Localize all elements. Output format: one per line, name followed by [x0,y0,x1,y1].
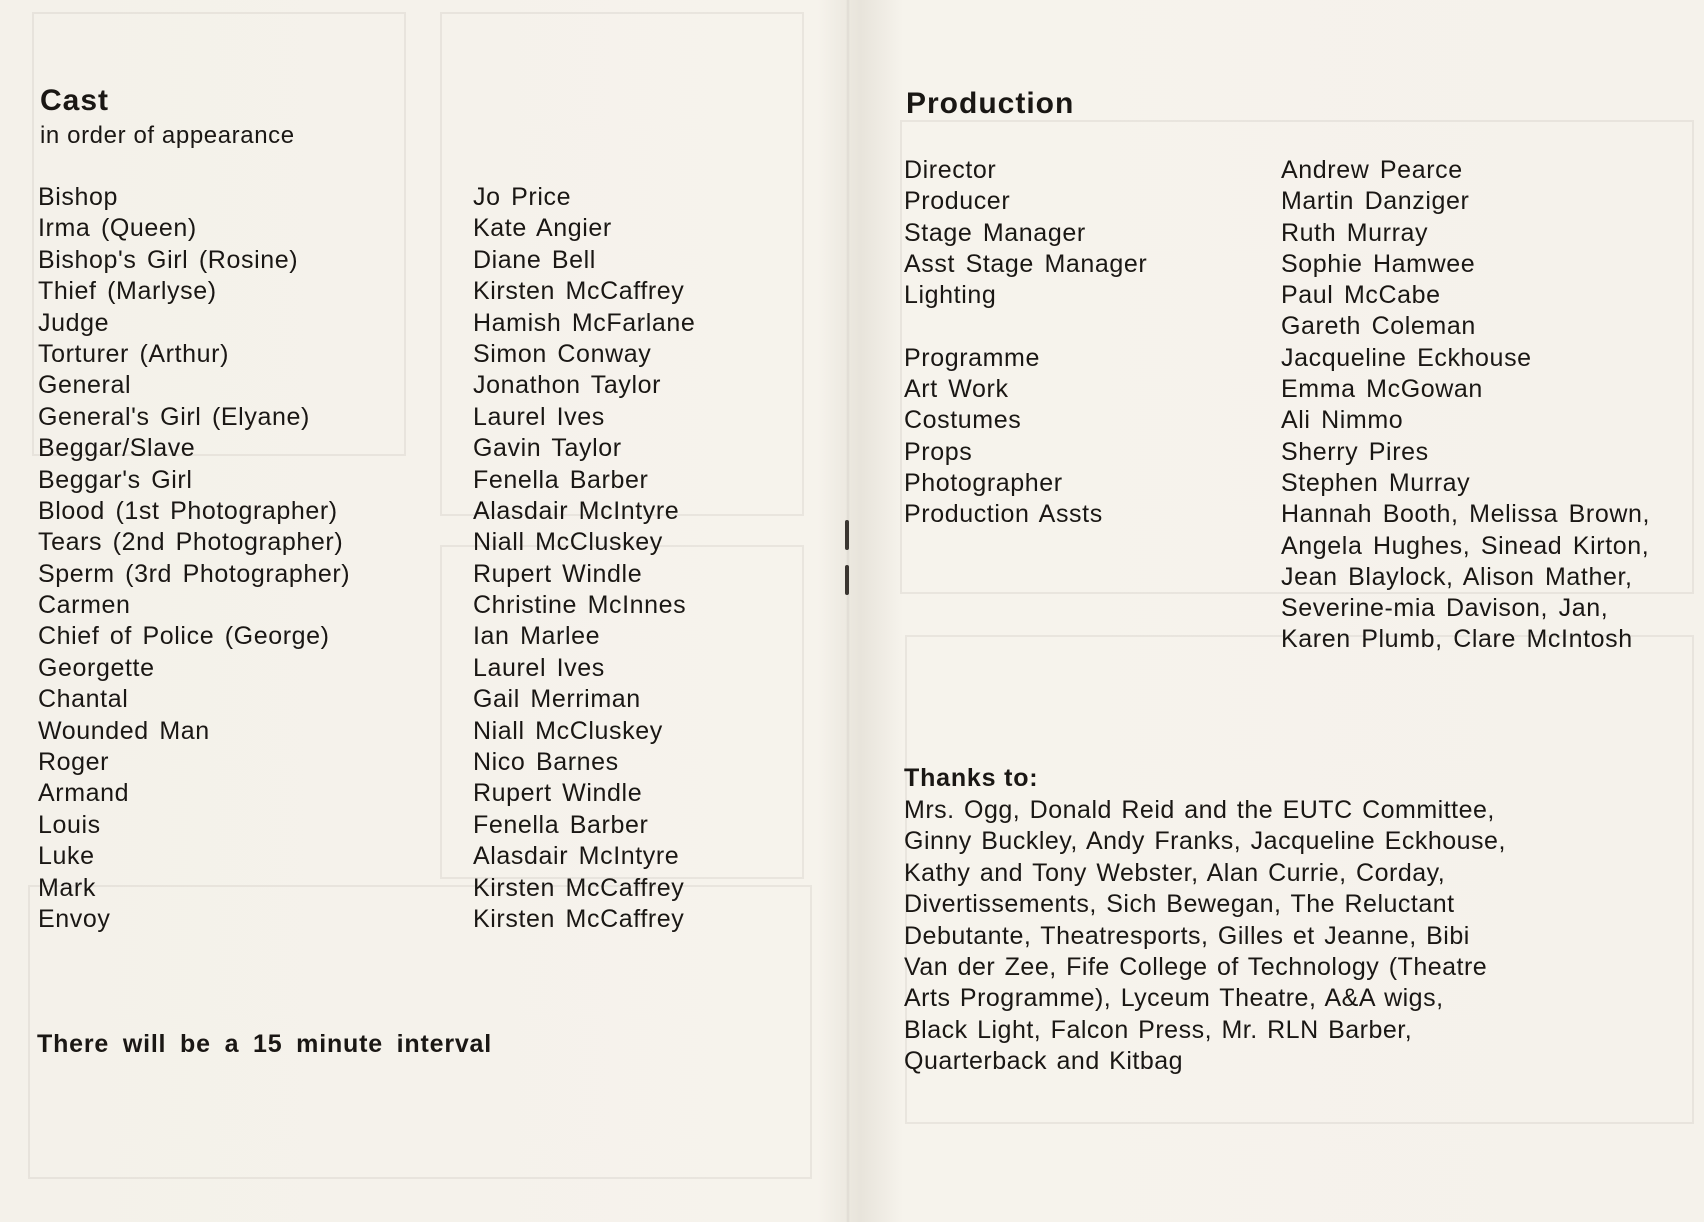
production-role: Production Assts [904,500,1103,529]
production-name: Emma McGowan [1281,375,1483,404]
thanks-line: Kathy and Tony Webster, Alan Currie, Corday, [904,858,1446,887]
production-name: Andrew Pearce [1281,156,1463,184]
cast-actor: Laurel Ives [473,402,605,431]
thanks-line: Black Light, Falcon Press, Mr. RLN Barber, [904,1015,1413,1044]
cast-role: Sperm (3rd Photographer) [38,559,351,588]
cast-role: Louis [38,810,101,839]
production-name: Jean Blaylock, Alison Mather, [1281,562,1633,591]
cast-actor: Fenella Barber [473,810,649,839]
cast-role: Judge [38,308,110,337]
production-name: Jacqueline Eckhouse [1281,343,1532,372]
cast-role: Armand [38,779,130,808]
production-role: Props [904,437,973,466]
cast-actor: Gail Merriman [473,685,641,714]
cast-role: Bishop's Girl (Rosine) [38,245,299,274]
cast-role: Blood (1st Photographer) [38,496,338,525]
production-name: Gareth Coleman [1281,312,1476,341]
thanks-line: Arts Programme), Lyceum Theatre, A&A wigs, [904,984,1444,1013]
cast-actor: Niall McCluskey [473,716,663,745]
production-role: Art Work [904,375,1009,404]
thanks-line: Divertissements, Sich Bewegan, The Reluctant [904,890,1455,919]
thanks-title: Thanks to: [904,764,1039,792]
cast-actor: Kirsten McCaffrey [473,277,685,306]
production-name: Martin Danziger [1281,187,1470,216]
cast-actor: Ian Marlee [473,622,601,651]
production-name: Angela Hughes, Sinead Kirton, [1281,531,1650,560]
cast-role: Roger [38,748,110,777]
cast-actor: Diane Bell [473,245,596,274]
interval-note: There will be a 15 minute interval [37,1030,492,1058]
cast-role: Torturer (Arthur) [38,339,230,368]
production-name-list [1281,155,1650,656]
production-role: Lighting [904,281,997,310]
production-role: Producer [904,187,1011,216]
cast-role: Bishop [38,183,119,211]
production-role: Costumes [904,406,1022,435]
cast-role: Irma (Queen) [38,214,197,243]
production-role: Asst Stage Manager [904,249,1148,278]
cast-role: Tears (2nd Photographer) [38,528,344,557]
production-role [904,311,1147,342]
production-name: Ali Nimmo [1281,406,1404,435]
cast-actor: Jonathon Taylor [473,371,662,400]
cast-actor-list [473,182,695,935]
cast-actor: Rupert Windle [473,559,643,588]
cast-actor: Niall McCluskey [473,528,663,557]
thanks-line: Debutante, Theatresports, Gilles et Jeanne, Bibi [904,921,1470,950]
production-role: Stage Manager [904,218,1086,247]
production-name: Severine-mia Davison, Jan, [1281,594,1609,623]
cast-role: Mark [38,873,96,902]
production-role: Photographer [904,468,1063,497]
cast-role-list [38,182,350,935]
cast-role: Chantal [38,685,129,714]
cast-actor: Kirsten McCaffrey [473,904,685,933]
cast-actor: Christine McInnes [473,591,687,620]
cast-actor: Alasdair McIntyre [473,496,680,525]
cast-actor: Kirsten McCaffrey [473,873,685,902]
thanks-line: Ginny Buckley, Andy Franks, Jacqueline Eckhouse, [904,827,1506,856]
production-name: Stephen Murray [1281,468,1471,497]
production-name: Sophie Hamwee [1281,249,1476,278]
cast-role: General [38,371,132,400]
cast-actor: Fenella Barber [473,465,649,494]
cast-actor: Laurel Ives [473,653,605,682]
cast-role: Beggar/Slave [38,434,196,463]
production-name: Paul McCabe [1281,281,1441,310]
cast-actor: Gavin Taylor [473,434,622,463]
production-name: Ruth Murray [1281,218,1429,247]
cast-role: Thief (Marlyse) [38,277,217,306]
cast-role: Georgette [38,653,155,682]
production-role-list [904,155,1147,531]
cast-actor: Nico Barnes [473,748,619,777]
cast-actor: Rupert Windle [473,779,643,808]
production-role: Director [904,156,997,184]
production-name: Hannah Booth, Melissa Brown, [1281,500,1651,529]
cast-page [0,0,848,1222]
production-name: Karen Plumb, Clare McIntosh [1281,625,1633,654]
cast-role: Envoy [38,904,111,933]
production-role: Programme [904,343,1040,372]
production-heading: Production [906,87,1075,120]
cast-subheading: in order of appearance [40,122,295,149]
thanks-line: Mrs. Ogg, Donald Reid and the EUTC Committee, [904,796,1495,824]
cast-role: Beggar's Girl [38,465,193,494]
thanks-line: Van der Zee, Fife College of Technology (Theatre [904,952,1488,981]
cast-role: Wounded Man [38,716,210,745]
cast-actor: Kate Angier [473,214,612,243]
cast-heading: Cast [40,84,110,117]
cast-actor: Alasdair McIntyre [473,842,680,871]
cast-actor: Simon Conway [473,339,652,368]
cast-role: Carmen [38,591,131,620]
cast-role: Chief of Police (George) [38,622,330,651]
thanks-list [904,795,1506,1078]
cast-actor: Jo Price [473,183,572,211]
cast-role: Luke [38,842,95,871]
cast-actor: Hamish McFarlane [473,308,696,337]
production-name: Sherry Pires [1281,437,1429,466]
thanks-line: Quarterback and Kitbag [904,1047,1184,1076]
cast-role: General's Girl (Elyane) [38,402,310,431]
production-page [848,0,1704,1222]
